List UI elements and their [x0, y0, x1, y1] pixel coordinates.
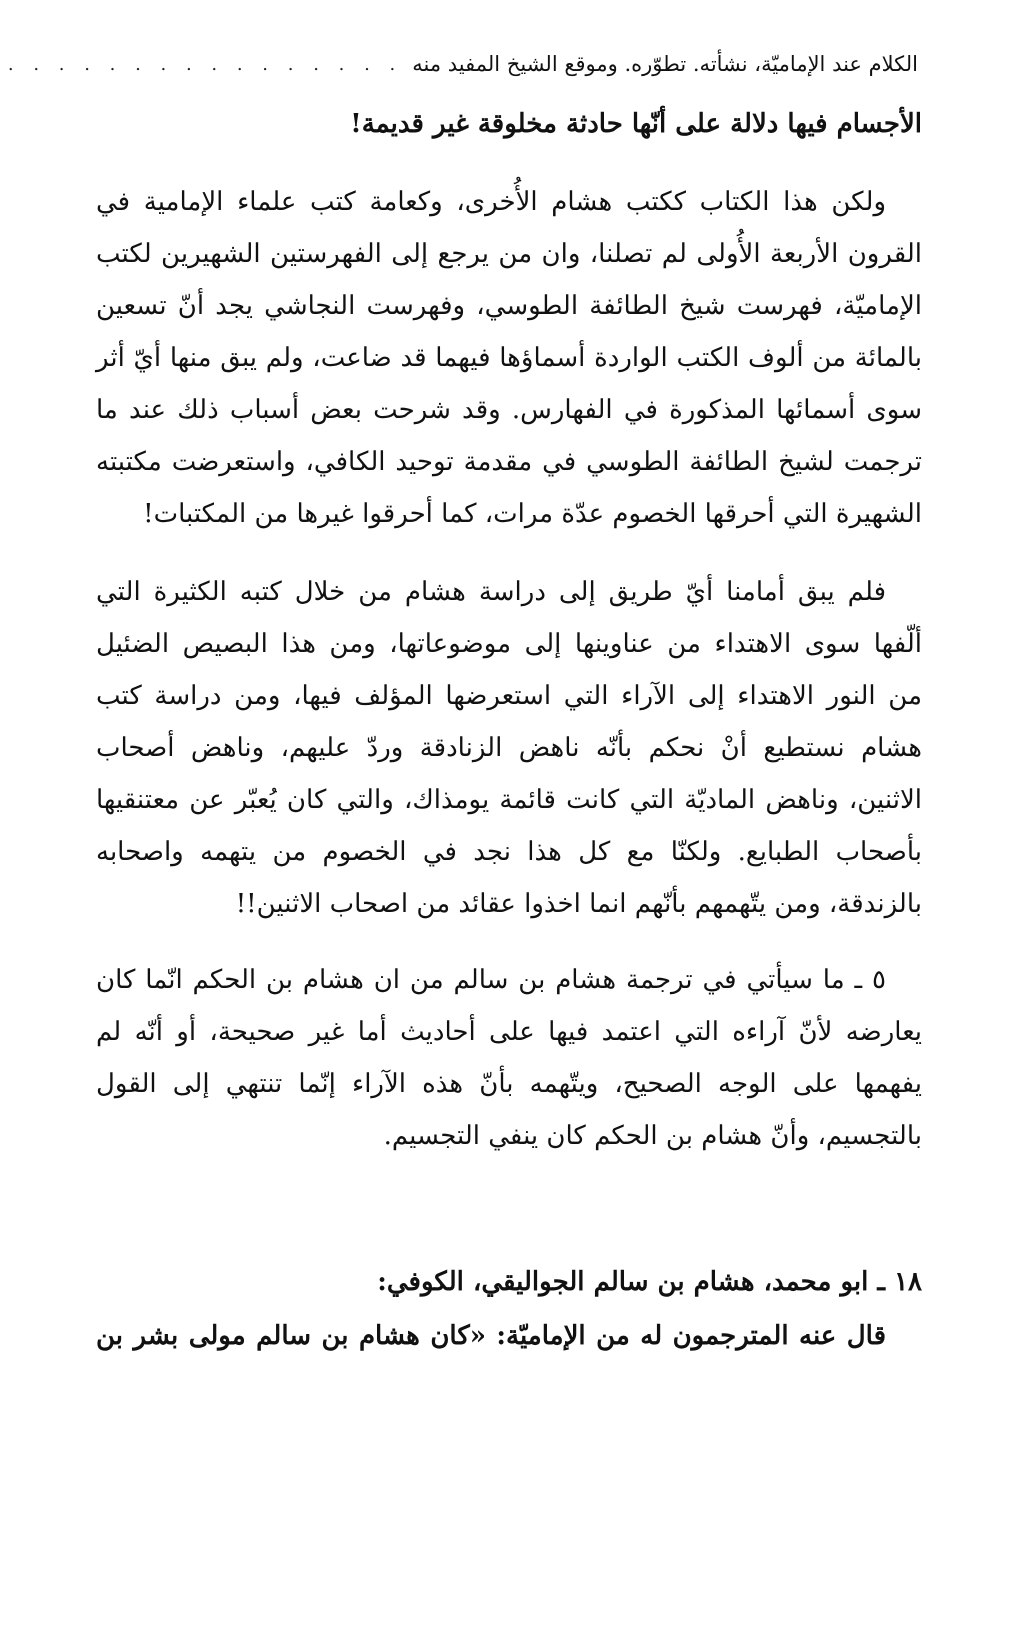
- text-line-9: فلم يبق أمامنا أيّ طريق إلى دراسة هشام من خلال كتبه الكثيرة التي: [96, 577, 886, 607]
- text-line-7: ترجمت لشيخ الطائفة الطوسي في مقدمة توحيد الكافي، واستعرضت مكتبته: [96, 447, 922, 477]
- text-line-19: بالتجسيم، وأنّ هشام بن الحكم كان ينفي التجسيم.: [383, 1121, 922, 1151]
- header-leader-dots: . . . . . . . . . . . . . . . .: [7, 53, 403, 75]
- text-line-13: الاثنين، وناهض الماديّة التي كانت قائمة يومذاك، والتي كان يُعبّر عن معتنقيها: [96, 785, 922, 815]
- text-line-14: بأصحاب الطبايع. ولكنّا مع كل هذا نجد في الخصوم من يتهمه واصحابه: [96, 837, 922, 867]
- text-line-17: يعارضه لأنّ آراءه التي اعتمد فيها على أحاديث أما غير صحيحة، أو أنّه لم: [96, 1017, 922, 1047]
- section-heading: ١٨ ـ ابو محمد، هشام بن سالم الجواليقي، الكوفي:: [377, 1267, 922, 1297]
- running-header: [7, 44, 918, 84]
- header-title: الكلام عند الإماميّة، نشأته. تطوّره. وموقع الشيخ المفيد منه: [412, 52, 918, 76]
- text-line-8: الشهيرة التي أحرقها الخصوم عدّة مرات، كما أحرقوا غيرها من المكتبات!: [143, 499, 922, 529]
- text-line-2: ولكن هذا الكتاب ككتب هشام الأُخرى، وكعامة كتب علماء الإمامية في: [96, 187, 886, 217]
- text-line-11: من النور الاهتداء إلى الآراء التي استعرضها المؤلف فيها، ومن دراسة كتب: [96, 681, 922, 711]
- text-line-18: يفهمها على الوجه الصحيح، ويتّهمه بأنّ هذه الآراء إنّما تنتهي إلى القول: [96, 1069, 922, 1099]
- text-line-4: الإماميّة، فهرست شيخ الطائفة الطوسي، وفهرست النجاشي يجد أنّ تسعين: [96, 291, 922, 321]
- text-line-1: الأجسام فيها دلالة على أنّها حادثة مخلوقة غير قديمة!: [350, 109, 922, 139]
- text-line-5: بالمائة من ألوف الكتب الواردة أسماؤها فيهما قد ضاعت، ولم يبق منها أيّ أثر: [96, 343, 922, 373]
- text-line-3: القرون الأربعة الأُولى لم تصلنا، وان من يرجع إلى الفهرستين الشهيرين لكتب: [96, 239, 922, 269]
- text-line-12: هشام نستطيع أنْ نحكم بأنّه ناهض الزنادقة وردّ عليهم، وناهض أصحاب: [96, 733, 922, 763]
- text-line-15: بالزندقة، ومن يتّهمهم بأنّهم انما اخذوا عقائد من اصحاب الاثنين!!: [235, 889, 922, 919]
- text-line-6: سوى أسمائها المذكورة في الفهارس. وقد شرحت بعض أسباب ذلك عند ما: [96, 395, 922, 425]
- text-line-10: ألّفها سوى الاهتداء من عناوينها إلى موضوعاتها، ومن هذا البصيص الضئيل: [96, 629, 922, 659]
- text-line-21: قال عنه المترجمون له من الإماميّة: «كان هشام بن سالم مولى بشر بن: [96, 1321, 886, 1351]
- text-line-16: ٥ ـ ما سيأتي في ترجمة هشام بن سالم من ان هشام بن الحكم انّما كان: [96, 965, 886, 995]
